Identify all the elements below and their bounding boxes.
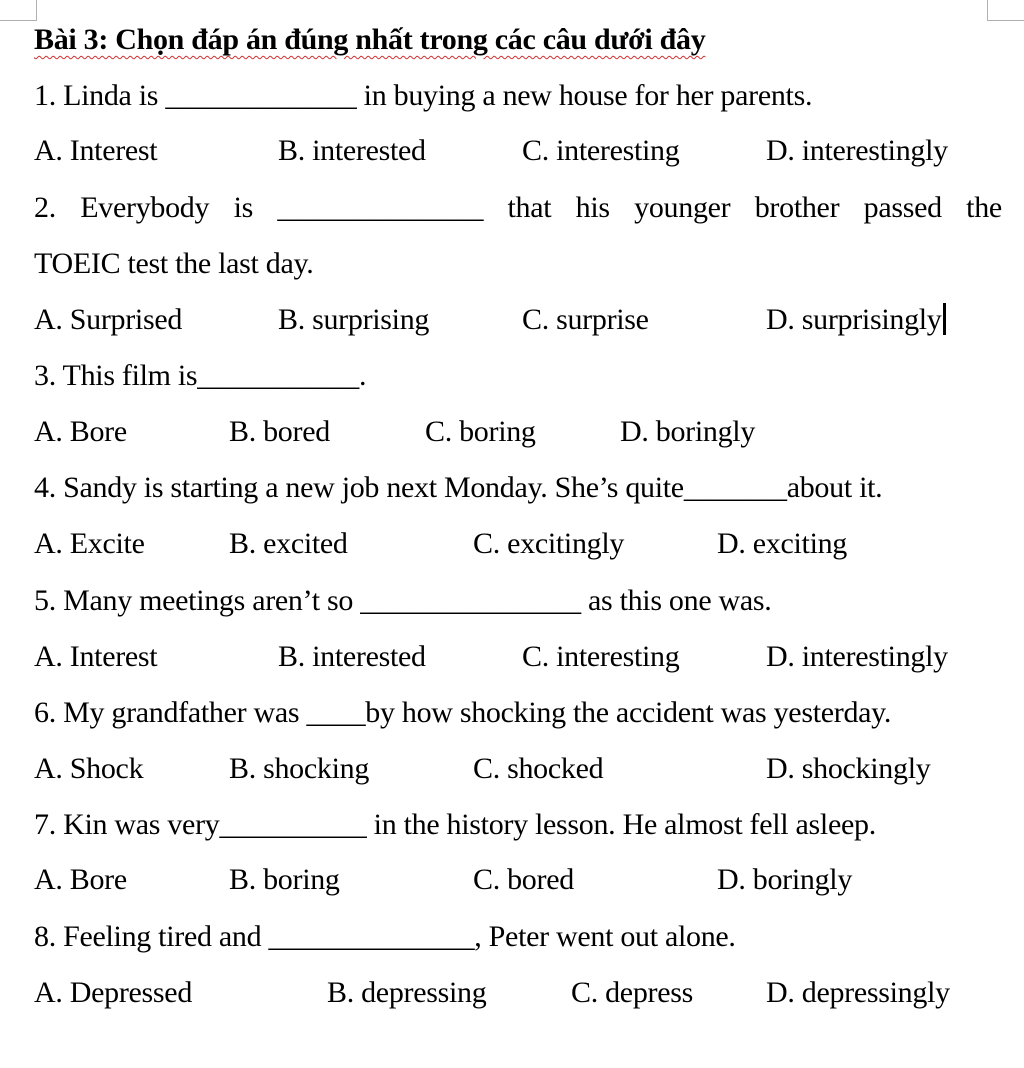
q7-option-b[interactable]: B. boring xyxy=(229,863,340,896)
q2-word: the xyxy=(966,191,1002,224)
question-3-text[interactable]: 3. This film is___________. xyxy=(34,359,367,392)
q2-option-c[interactable]: C. surprise xyxy=(522,303,649,336)
question-4-text[interactable]: 4. Sandy is starting a new job next Monday. She’s quite_______about it. xyxy=(34,471,883,504)
question-8-options xyxy=(0,975,1024,1011)
q2-word: younger xyxy=(634,191,731,224)
q6-option-d[interactable]: D. shockingly xyxy=(766,752,931,785)
q3-option-b[interactable]: B. bored xyxy=(229,415,330,448)
question-5-options xyxy=(0,639,1024,675)
question-1-text[interactable]: 1. Linda is _____________ in buying a new house for her parents. xyxy=(34,79,813,112)
q1-option-c[interactable]: C. interesting xyxy=(522,134,680,167)
question-7-options xyxy=(0,862,1024,898)
q2-word: is xyxy=(233,191,253,224)
question-5-text[interactable]: 5. Many meetings aren’t so _______________ as this one was. xyxy=(34,584,772,617)
question-6-options xyxy=(0,751,1024,787)
q3-option-c[interactable]: C. boring xyxy=(425,415,536,448)
q1-option-d[interactable]: D. interestingly xyxy=(766,134,948,167)
q2-word: passed xyxy=(863,191,942,224)
q8-option-a[interactable]: A. Depressed xyxy=(34,976,193,1009)
exercise-title[interactable]: Bài 3: Chọn đáp án đúng nhất trong các câu dưới đây xyxy=(34,23,706,56)
q2-word: Everybody xyxy=(80,191,210,224)
q7-option-c[interactable]: C. bored xyxy=(473,863,574,896)
question-6-text[interactable]: 6. My grandfather was ____by how shocking the accident was yesterday. xyxy=(34,696,892,729)
q2-word: brother xyxy=(754,191,840,224)
q4-option-b[interactable]: B. excited xyxy=(229,527,348,560)
page-corner-left xyxy=(0,0,37,21)
q3-option-a[interactable]: A. Bore xyxy=(34,415,127,448)
q6-option-a[interactable]: A. Shock xyxy=(34,752,144,785)
q7-option-a[interactable]: A. Bore xyxy=(34,863,127,896)
q7-option-d[interactable]: D. boringly xyxy=(717,863,853,896)
question-7-text[interactable]: 7. Kin was very__________ in the history lesson. He almost fell asleep. xyxy=(34,808,876,841)
q4-option-c[interactable]: C. excitingly xyxy=(473,527,625,560)
q2-word: that xyxy=(507,191,552,224)
q2-option-b[interactable]: B. surprising xyxy=(278,303,430,336)
question-2-text-line-1[interactable] xyxy=(34,190,1002,226)
q2-word: his xyxy=(575,191,610,224)
q4-option-d[interactable]: D. exciting xyxy=(717,527,848,560)
question-1-options xyxy=(0,133,1024,169)
q6-option-c[interactable]: C. shocked xyxy=(473,752,604,785)
page-corner-right xyxy=(987,0,1024,21)
q5-option-c[interactable]: C. interesting xyxy=(522,640,680,673)
q8-option-b[interactable]: B. depressing xyxy=(327,976,487,1009)
q5-option-d[interactable]: D. interestingly xyxy=(766,640,948,673)
q1-option-a[interactable]: A. Interest xyxy=(34,134,158,167)
q2-option-a[interactable]: A. Surprised xyxy=(34,303,183,336)
q2-option-d[interactable] xyxy=(766,302,946,338)
q2-word: 2. xyxy=(34,191,56,224)
question-8-text[interactable]: 8. Feeling tired and ______________, Peter went out alone. xyxy=(34,920,736,953)
question-4-options xyxy=(0,526,1024,562)
q1-option-b[interactable]: B. interested xyxy=(278,134,426,167)
q2-blank: ______________ xyxy=(277,191,484,224)
q5-option-b[interactable]: B. interested xyxy=(278,640,426,673)
q3-option-d[interactable]: D. boringly xyxy=(620,415,756,448)
question-2-options xyxy=(0,302,1024,338)
q2-option-d-label: D. surprisingly xyxy=(766,303,942,336)
question-2-text-line-2[interactable]: TOEIC test the last day. xyxy=(34,247,314,280)
q4-option-a[interactable]: A. Excite xyxy=(34,527,145,560)
q5-option-a[interactable]: A. Interest xyxy=(34,640,158,673)
q8-option-c[interactable]: C. depress xyxy=(571,976,693,1009)
question-3-options xyxy=(0,414,1024,450)
q6-option-b[interactable]: B. shocking xyxy=(229,752,370,785)
text-cursor xyxy=(943,303,946,335)
q8-option-d[interactable]: D. depressingly xyxy=(766,976,950,1009)
